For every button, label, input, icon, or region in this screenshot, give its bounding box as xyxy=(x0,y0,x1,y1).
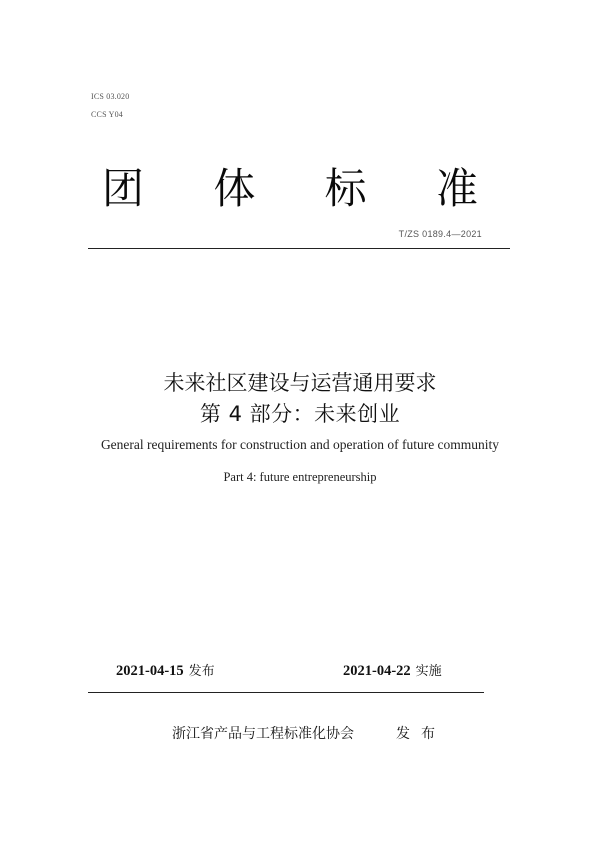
title-char-3: 标 xyxy=(324,164,367,213)
issue-label: 发布 xyxy=(188,664,215,679)
title-char-4: 准 xyxy=(435,164,478,213)
title-char-1: 团 xyxy=(101,164,144,213)
top-divider xyxy=(88,248,510,249)
bottom-divider xyxy=(88,692,484,693)
ccs-code: CCS Y04 xyxy=(91,110,124,119)
standard-type-title xyxy=(95,164,485,214)
issue-date: 2021-04-15 xyxy=(116,663,184,679)
document-subtitle-en: Part 4: future entrepreneurship xyxy=(223,470,377,484)
document-title-en: General requirements for construction and operation of future community xyxy=(100,437,500,452)
publish-label: 发布 xyxy=(396,726,446,742)
implement-label: 实施 xyxy=(415,664,442,679)
implement-date-line xyxy=(343,660,442,680)
standard-number: T/ZS 0189.4—2021 xyxy=(398,229,482,239)
title-char-2: 体 xyxy=(213,164,256,213)
implement-date: 2021-04-22 xyxy=(343,663,411,679)
ics-code: ICS 03.020 xyxy=(91,92,130,101)
issue-date-line xyxy=(116,660,215,680)
document-subtitle-cn: 第 4 部分：未来创业 xyxy=(199,402,401,426)
document-title-cn: 未来社区建设与运营通用要求 xyxy=(163,371,437,395)
publisher-name: 浙江省产品与工程标准化协会 xyxy=(172,726,354,742)
